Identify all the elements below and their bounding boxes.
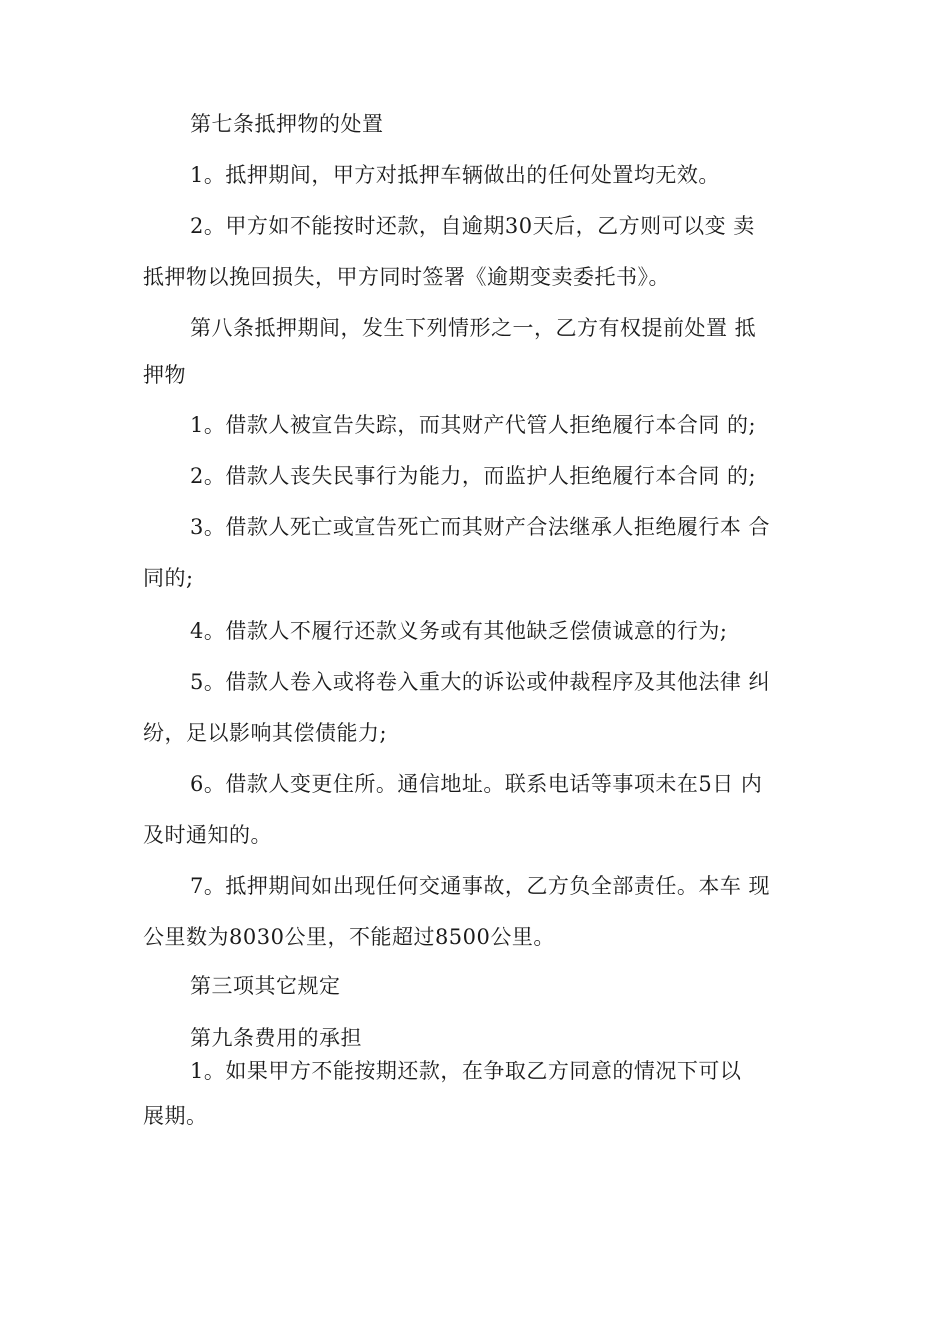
article-8-item-6-cont: 及时通知的。: [143, 823, 272, 847]
article-9-item-1: 1。如果甲方不能按期还款，在争取乙方同意的情况下可以: [190, 1059, 742, 1083]
article-9-item-1-cont: 展期。: [143, 1104, 208, 1128]
article-8-item-4: 4。借款人不履行还款义务或有其他缺乏偿债诚意的行为;: [190, 619, 728, 643]
section-3-heading: 第三项其它规定: [190, 974, 341, 998]
article-8-item-5-cont: 纷，足以影响其偿债能力;: [143, 721, 388, 745]
article-8-item-7-cont: 公里数为8030公里，不能超过8500公里。: [143, 925, 555, 949]
article-8-item-6: 6。借款人变更住所。通信地址。联系电话等事项未在5日 内: [190, 772, 763, 796]
article-8-heading-cont: 押物: [143, 363, 186, 387]
article-7-heading: 第七条抵押物的处置: [190, 112, 384, 136]
article-8-heading: 第八条抵押期间，发生下列情形之一，乙方有权提前处置 抵: [190, 316, 757, 340]
article-7-item-2-cont: 抵押物以挽回损失，甲方同时签署《逾期变卖委托书》。: [143, 265, 670, 289]
article-7-item-1: 1。抵押期间，甲方对抵押车辆做出的任何处置均无效。: [190, 163, 720, 187]
article-8-item-3-cont: 同的;: [143, 566, 194, 590]
article-8-item-2: 2。借款人丧失民事行为能力，而监护人拒绝履行本合同 的;: [190, 464, 757, 488]
article-9-heading: 第九条费用的承担: [190, 1026, 362, 1050]
article-8-item-1: 1。借款人被宣告失踪，而其财产代管人拒绝履行本合同 的;: [190, 413, 757, 437]
article-8-item-5: 5。借款人卷入或将卷入重大的诉讼或仲裁程序及其他法律 纠: [190, 670, 771, 694]
article-7-item-2: 2。甲方如不能按时还款，自逾期30天后，乙方则可以变 卖: [190, 214, 755, 238]
article-8-item-3: 3。借款人死亡或宣告死亡而其财产合法继承人拒绝履行本 合: [190, 515, 771, 539]
article-8-item-7: 7。抵押期间如出现任何交通事故，乙方负全部责任。本车 现: [190, 874, 771, 898]
